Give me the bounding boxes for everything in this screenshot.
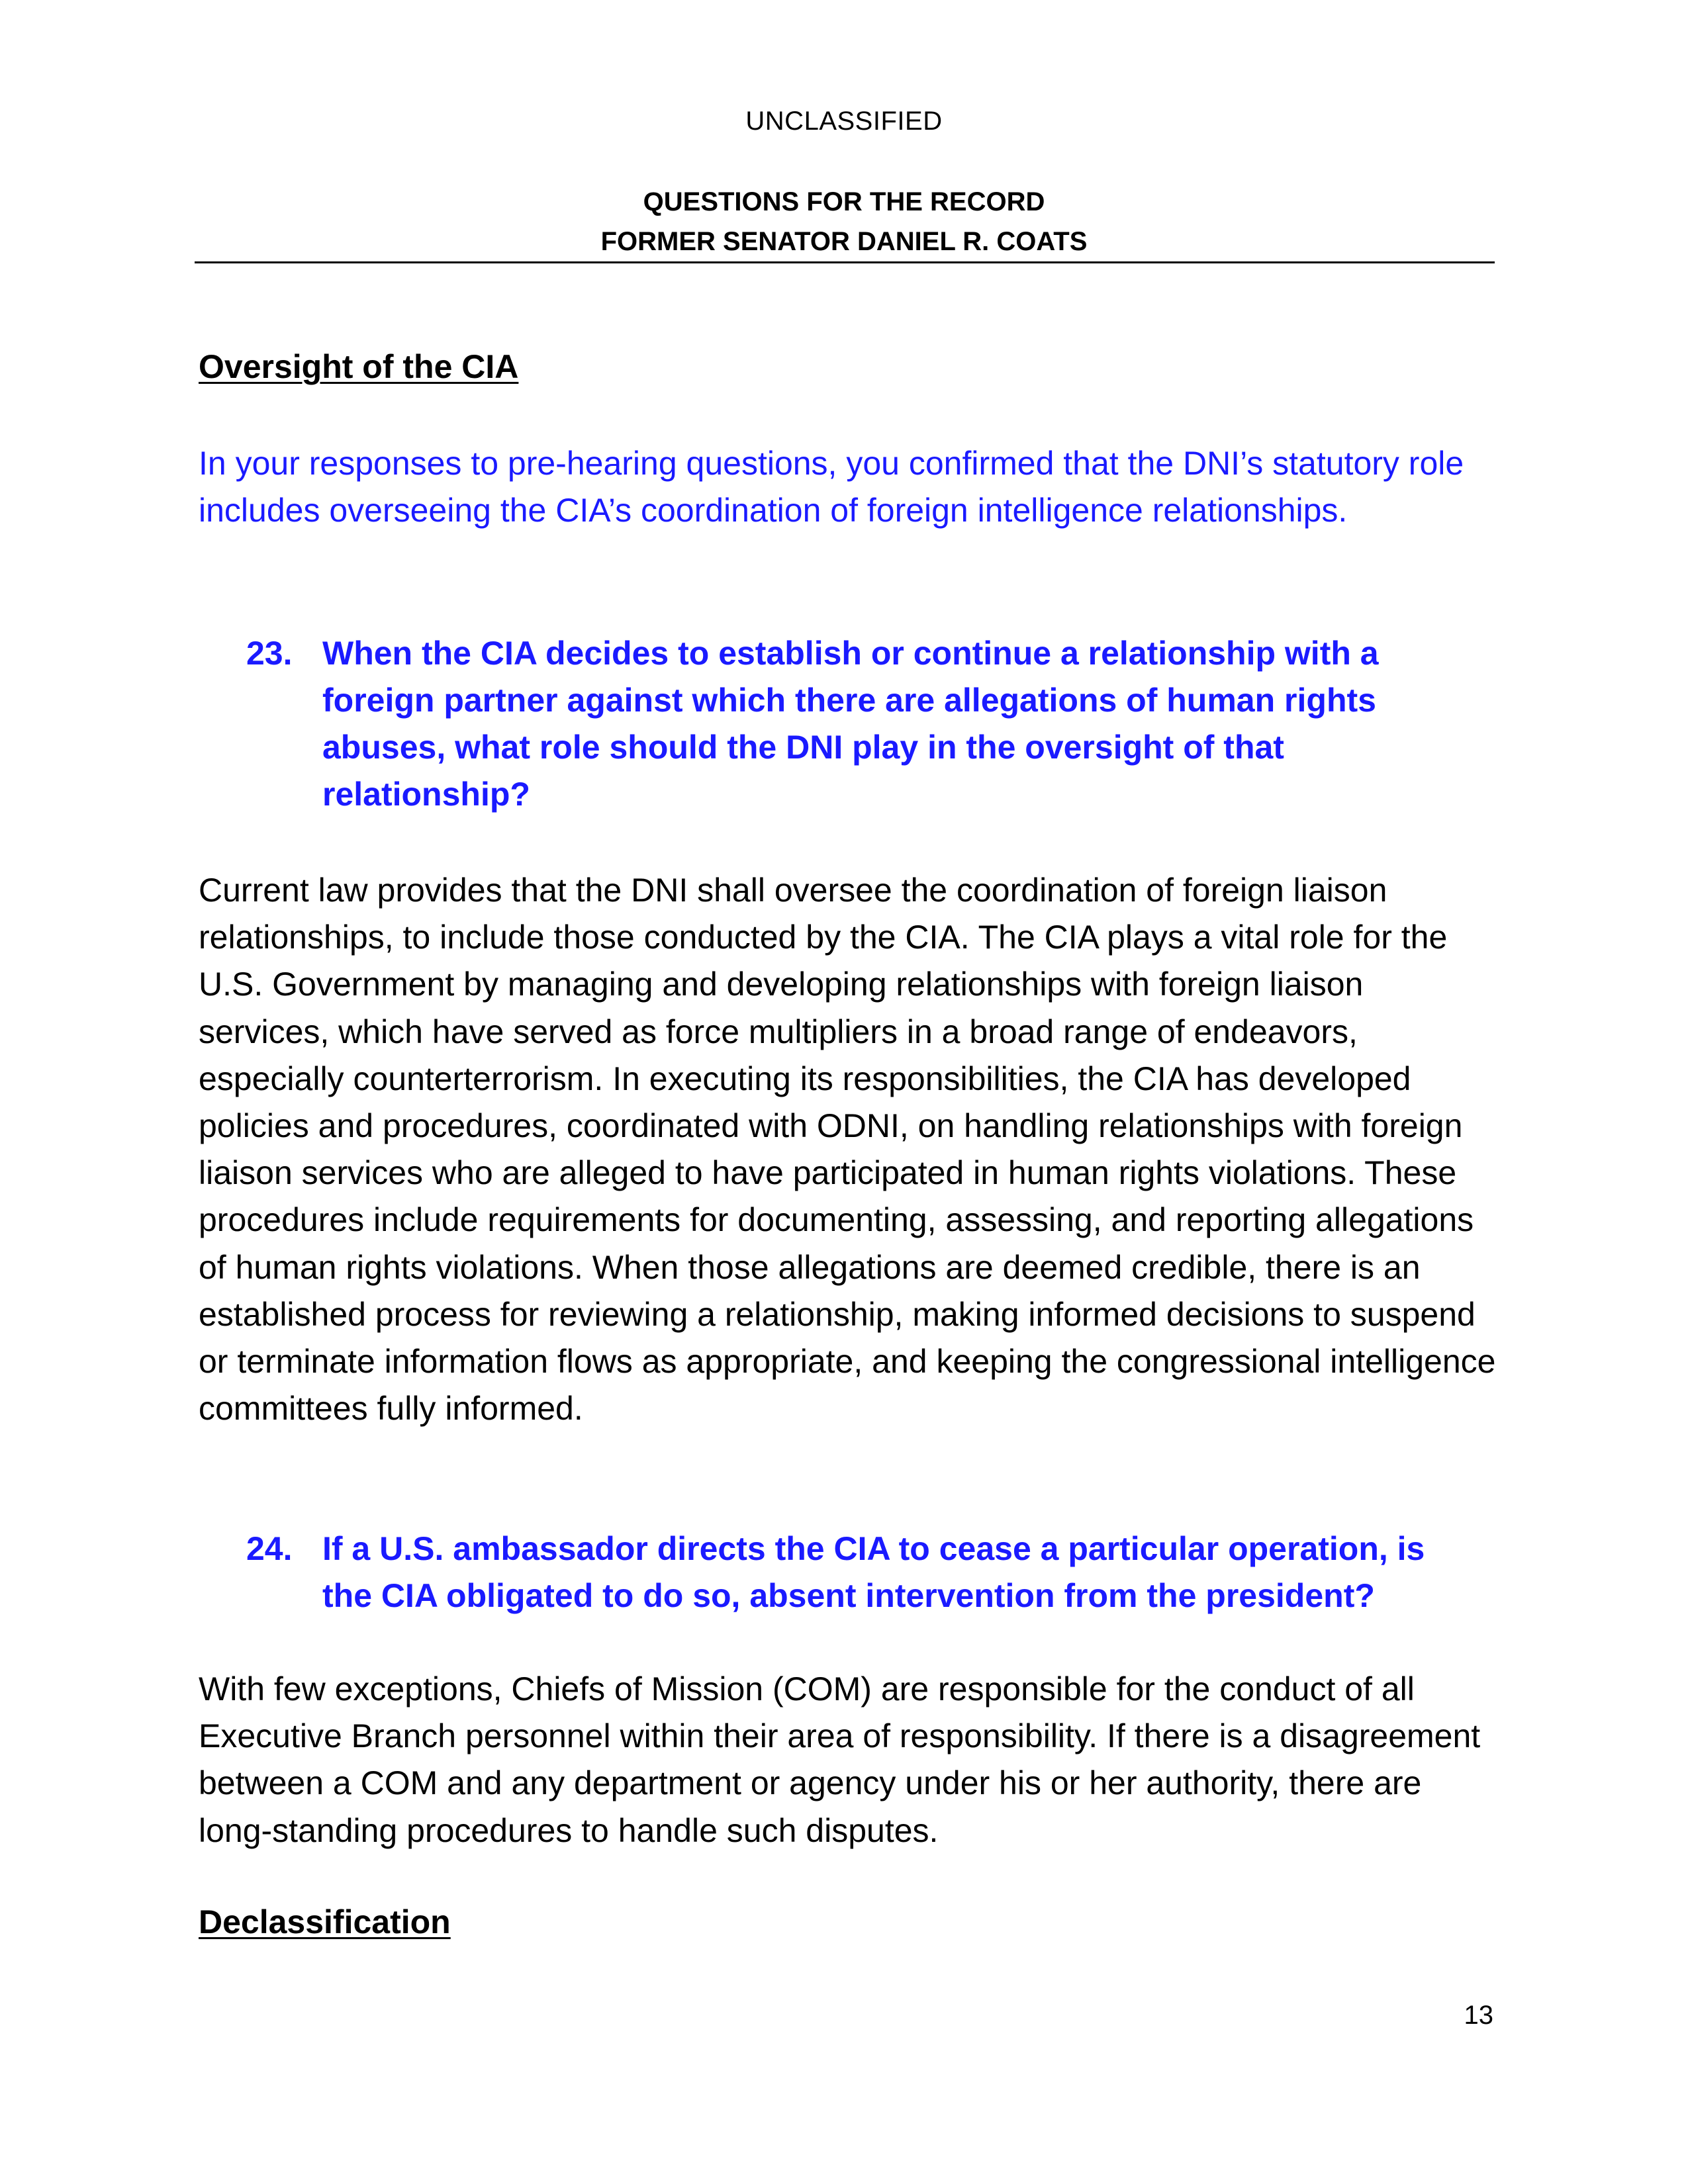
- answer-24: With few exceptions, Chiefs of Mission (COM) are responsible for the conduct of all Executive Branch personnel within their area of responsibility. If there is a disagreement between a COM and any department or agency under his or her authority, there are long-standing procedures to handle such disputes.: [199, 1670, 1481, 1849]
- question-number: 23.: [246, 635, 293, 672]
- header-title: QUESTIONS FOR THE RECORD: [643, 187, 1045, 216]
- question-text: If a U.S. ambassador directs the CIA to cease a particular operation, is the CIA obligated to do so, absent intervention from the president?: [322, 1530, 1425, 1614]
- question-text: When the CIA decides to establish or continue a relationship with a foreign partner against which there are allegations of human rights abuses, what role should the DNI play in the oversight of that relationship?: [322, 635, 1379, 813]
- section-heading-oversight: Oversight of the CIA: [199, 348, 519, 385]
- section-intro: In your responses to pre-hearing questions, you confirmed that the DNI’s statutory role includes overseeing the CIA’s coordination of foreign intelligence relationships.: [199, 445, 1464, 529]
- page-number: 13: [1464, 2001, 1493, 2030]
- section-heading-declassification: Declassification: [199, 1903, 451, 1940]
- question-24: [246, 1525, 1464, 1619]
- header-divider: [195, 261, 1495, 263]
- question-23: [246, 630, 1464, 818]
- header-subtitle: FORMER SENATOR DANIEL R. COATS: [600, 227, 1088, 256]
- answer-23: Current law provides that the DNI shall oversee the coordination of foreign liaison relationships, to include those conducted by the CIA. The CIA plays a vital role for the U.S. Government by managing and developing relationships with foreign liaison services, which have served as force multipliers in a broad range of endeavors, especially counterterrorism. In executing its responsibilities, the CIA has developed policies and procedures, coordinated with ODNI, on handling relationships with foreign liaison services who are alleged to have participated in human rights violations. These procedures include requirements for documenting, assessing, and reporting allegations of human rights violations. When those allegations are deemed credible, there is an established process for reviewing a relationship, making informed decisions to suspend or terminate information flows as appropriate, and keeping the congressional intelligence committees fully informed.: [199, 872, 1496, 1428]
- question-number: 24.: [246, 1530, 293, 1567]
- classification-marking: UNCLASSIFIED: [745, 107, 943, 136]
